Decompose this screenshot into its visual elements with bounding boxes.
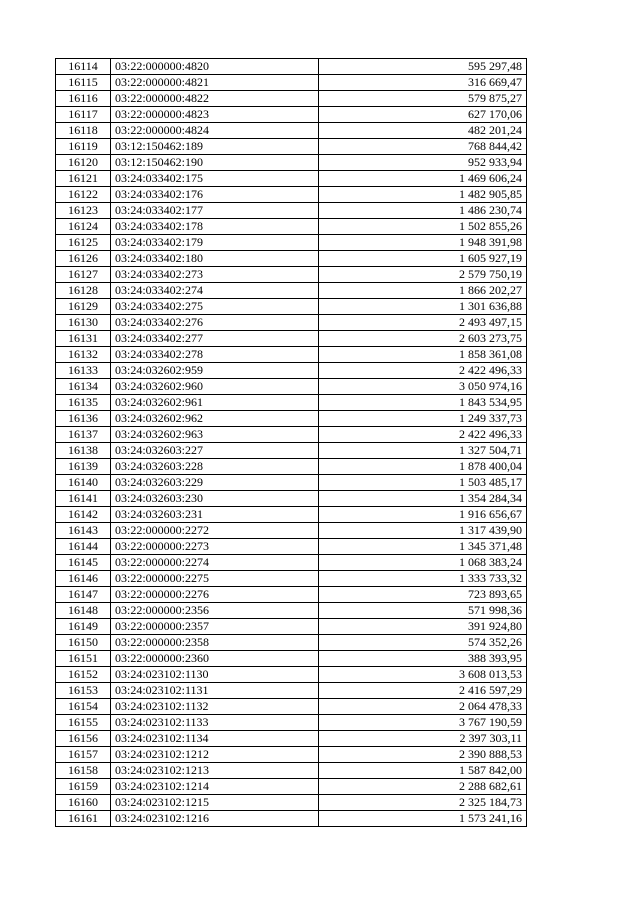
row-number-cell: 16144	[56, 539, 111, 555]
table-row	[56, 747, 527, 763]
cadastral-value-cell: 3 767 190,59	[319, 715, 527, 731]
table-row	[56, 555, 527, 571]
row-number-cell: 16153	[56, 683, 111, 699]
table-row	[56, 603, 527, 619]
table-row	[56, 59, 527, 75]
row-number-cell: 16116	[56, 91, 111, 107]
cadastral-number-cell: 03:22:000000:2275	[111, 571, 319, 587]
row-number-cell: 16130	[56, 315, 111, 331]
cadastral-number-cell: 03:22:000000:2360	[111, 651, 319, 667]
table-row	[56, 443, 527, 459]
cadastral-number-cell: 03:22:000000:4820	[111, 59, 319, 75]
cadastral-value-cell: 482 201,24	[319, 123, 527, 139]
row-number-cell: 16151	[56, 651, 111, 667]
cadastral-number-cell: 03:24:032603:228	[111, 459, 319, 475]
row-number-cell: 16117	[56, 107, 111, 123]
cadastral-number-cell: 03:24:032603:229	[111, 475, 319, 491]
cadastral-value-cell: 391 924,80	[319, 619, 527, 635]
row-number-cell: 16155	[56, 715, 111, 731]
cadastral-value-cell: 768 844,42	[319, 139, 527, 155]
cadastral-value-cell: 388 393,95	[319, 651, 527, 667]
table-row	[56, 587, 527, 603]
row-number-cell: 16121	[56, 171, 111, 187]
table-row	[56, 459, 527, 475]
cadastral-number-cell: 03:24:032602:961	[111, 395, 319, 411]
table-row	[56, 539, 527, 555]
row-number-cell: 16124	[56, 219, 111, 235]
cadastral-number-cell: 03:24:033402:273	[111, 267, 319, 283]
cadastral-value-cell: 1 587 842,00	[319, 763, 527, 779]
table-row	[56, 507, 527, 523]
row-number-cell: 16149	[56, 619, 111, 635]
cadastral-number-cell: 03:24:033402:179	[111, 235, 319, 251]
cadastral-value-cell: 1 502 855,26	[319, 219, 527, 235]
cadastral-value-cell: 1 482 905,85	[319, 187, 527, 203]
row-number-cell: 16120	[56, 155, 111, 171]
cadastral-value-cell: 1 858 361,08	[319, 347, 527, 363]
cadastral-number-cell: 03:24:033402:177	[111, 203, 319, 219]
row-number-cell: 16122	[56, 187, 111, 203]
cadastral-value-cell: 1 327 504,71	[319, 443, 527, 459]
row-number-cell: 16129	[56, 299, 111, 315]
table-row	[56, 651, 527, 667]
cadastral-number-cell: 03:24:032602:960	[111, 379, 319, 395]
cadastral-number-cell: 03:24:023102:1215	[111, 795, 319, 811]
row-number-cell: 16140	[56, 475, 111, 491]
row-number-cell: 16141	[56, 491, 111, 507]
cadastral-value-cell: 1 333 733,32	[319, 571, 527, 587]
cadastral-value-cell: 2 064 478,33	[319, 699, 527, 715]
table-row	[56, 283, 527, 299]
cadastral-value-table	[55, 58, 527, 827]
cadastral-number-cell: 03:24:033402:176	[111, 187, 319, 203]
table-row	[56, 475, 527, 491]
table-row	[56, 795, 527, 811]
table-row	[56, 779, 527, 795]
row-number-cell: 16134	[56, 379, 111, 395]
table-row	[56, 91, 527, 107]
table-row	[56, 411, 527, 427]
cadastral-value-cell: 2 493 497,15	[319, 315, 527, 331]
cadastral-value-cell: 1 948 391,98	[319, 235, 527, 251]
table-row	[56, 219, 527, 235]
table-row	[56, 667, 527, 683]
table-row	[56, 331, 527, 347]
row-number-cell: 16132	[56, 347, 111, 363]
cadastral-number-cell: 03:24:023102:1214	[111, 779, 319, 795]
cadastral-number-cell: 03:24:023102:1132	[111, 699, 319, 715]
table-body	[56, 59, 527, 827]
cadastral-number-cell: 03:22:000000:4824	[111, 123, 319, 139]
cadastral-number-cell: 03:24:023102:1133	[111, 715, 319, 731]
table-row	[56, 107, 527, 123]
cadastral-number-cell: 03:24:033402:276	[111, 315, 319, 331]
cadastral-value-cell: 1 843 534,95	[319, 395, 527, 411]
table-row	[56, 523, 527, 539]
cadastral-value-cell: 1 916 656,67	[319, 507, 527, 523]
cadastral-value-cell: 1 301 636,88	[319, 299, 527, 315]
cadastral-number-cell: 03:24:033402:178	[111, 219, 319, 235]
cadastral-value-cell: 1 317 439,90	[319, 523, 527, 539]
table-row	[56, 635, 527, 651]
row-number-cell: 16142	[56, 507, 111, 523]
table-row	[56, 715, 527, 731]
row-number-cell: 16128	[56, 283, 111, 299]
cadastral-value-cell: 2 325 184,73	[319, 795, 527, 811]
cadastral-number-cell: 03:24:032603:227	[111, 443, 319, 459]
table-row	[56, 347, 527, 363]
cadastral-value-cell: 574 352,26	[319, 635, 527, 651]
cadastral-number-cell: 03:24:032602:959	[111, 363, 319, 379]
cadastral-number-cell: 03:24:032603:231	[111, 507, 319, 523]
cadastral-number-cell: 03:24:033402:277	[111, 331, 319, 347]
row-number-cell: 16125	[56, 235, 111, 251]
row-number-cell: 16139	[56, 459, 111, 475]
row-number-cell: 16135	[56, 395, 111, 411]
cadastral-number-cell: 03:22:000000:4823	[111, 107, 319, 123]
table-row	[56, 731, 527, 747]
cadastral-number-cell: 03:24:033402:274	[111, 283, 319, 299]
row-number-cell: 16114	[56, 59, 111, 75]
row-number-cell: 16145	[56, 555, 111, 571]
cadastral-number-cell: 03:22:000000:4821	[111, 75, 319, 91]
table-row	[56, 811, 527, 827]
row-number-cell: 16156	[56, 731, 111, 747]
row-number-cell: 16131	[56, 331, 111, 347]
cadastral-number-cell: 03:24:032602:962	[111, 411, 319, 427]
cadastral-value-cell: 316 669,47	[319, 75, 527, 91]
cadastral-value-cell: 1 866 202,27	[319, 283, 527, 299]
row-number-cell: 16126	[56, 251, 111, 267]
cadastral-number-cell: 03:22:000000:2356	[111, 603, 319, 619]
cadastral-value-cell: 1 503 485,17	[319, 475, 527, 491]
cadastral-number-cell: 03:22:000000:2357	[111, 619, 319, 635]
cadastral-number-cell: 03:24:023102:1212	[111, 747, 319, 763]
row-number-cell: 16159	[56, 779, 111, 795]
row-number-cell: 16161	[56, 811, 111, 827]
cadastral-value-cell: 1 249 337,73	[319, 411, 527, 427]
table-row	[56, 203, 527, 219]
cadastral-value-cell: 579 875,27	[319, 91, 527, 107]
cadastral-value-cell: 1 486 230,74	[319, 203, 527, 219]
row-number-cell: 16147	[56, 587, 111, 603]
row-number-cell: 16123	[56, 203, 111, 219]
cadastral-value-cell: 1 878 400,04	[319, 459, 527, 475]
cadastral-value-cell: 1 345 371,48	[319, 539, 527, 555]
table-row	[56, 763, 527, 779]
cadastral-value-cell: 1 068 383,24	[319, 555, 527, 571]
cadastral-number-cell: 03:22:000000:4822	[111, 91, 319, 107]
table-row	[56, 75, 527, 91]
row-number-cell: 16146	[56, 571, 111, 587]
cadastral-number-cell: 03:22:000000:2273	[111, 539, 319, 555]
table-row	[56, 699, 527, 715]
cadastral-value-cell: 595 297,48	[319, 59, 527, 75]
cadastral-value-cell: 2 390 888,53	[319, 747, 527, 763]
cadastral-number-cell: 03:24:023102:1134	[111, 731, 319, 747]
cadastral-number-cell: 03:24:023102:1216	[111, 811, 319, 827]
cadastral-number-cell: 03:24:033402:180	[111, 251, 319, 267]
cadastral-number-cell: 03:24:023102:1131	[111, 683, 319, 699]
cadastral-value-cell: 3 608 013,53	[319, 667, 527, 683]
cadastral-value-cell: 952 933,94	[319, 155, 527, 171]
cadastral-number-cell: 03:22:000000:2276	[111, 587, 319, 603]
cadastral-number-cell: 03:24:033402:175	[111, 171, 319, 187]
row-number-cell: 16158	[56, 763, 111, 779]
row-number-cell: 16133	[56, 363, 111, 379]
table-row	[56, 123, 527, 139]
row-number-cell: 16154	[56, 699, 111, 715]
table-row	[56, 571, 527, 587]
cadastral-number-cell: 03:22:000000:2358	[111, 635, 319, 651]
row-number-cell: 16143	[56, 523, 111, 539]
row-number-cell: 16152	[56, 667, 111, 683]
cadastral-number-cell: 03:24:032603:230	[111, 491, 319, 507]
cadastral-number-cell: 03:22:000000:2272	[111, 523, 319, 539]
row-number-cell: 16137	[56, 427, 111, 443]
table-row	[56, 427, 527, 443]
cadastral-number-cell: 03:24:023102:1213	[111, 763, 319, 779]
cadastral-value-cell: 1 605 927,19	[319, 251, 527, 267]
cadastral-value-cell: 2 579 750,19	[319, 267, 527, 283]
cadastral-value-cell: 1 354 284,34	[319, 491, 527, 507]
cadastral-value-cell: 2 422 496,33	[319, 427, 527, 443]
cadastral-value-cell: 627 170,06	[319, 107, 527, 123]
table-row	[56, 267, 527, 283]
table-row	[56, 379, 527, 395]
row-number-cell: 16136	[56, 411, 111, 427]
table-row	[56, 139, 527, 155]
row-number-cell: 16157	[56, 747, 111, 763]
cadastral-number-cell: 03:12:150462:189	[111, 139, 319, 155]
cadastral-value-cell: 2 288 682,61	[319, 779, 527, 795]
table-row	[56, 315, 527, 331]
table-row	[56, 619, 527, 635]
row-number-cell: 16119	[56, 139, 111, 155]
row-number-cell: 16115	[56, 75, 111, 91]
cadastral-number-cell: 03:24:023102:1130	[111, 667, 319, 683]
cadastral-value-cell: 571 998,36	[319, 603, 527, 619]
table-row	[56, 363, 527, 379]
table-row	[56, 187, 527, 203]
row-number-cell: 16127	[56, 267, 111, 283]
cadastral-number-cell: 03:24:033402:278	[111, 347, 319, 363]
cadastral-number-cell: 03:24:032602:963	[111, 427, 319, 443]
table-row	[56, 235, 527, 251]
cadastral-value-cell: 1 573 241,16	[319, 811, 527, 827]
cadastral-value-cell: 2 603 273,75	[319, 331, 527, 347]
cadastral-value-cell: 2 422 496,33	[319, 363, 527, 379]
table-row	[56, 395, 527, 411]
cadastral-value-cell: 2 397 303,11	[319, 731, 527, 747]
cadastral-value-cell: 1 469 606,24	[319, 171, 527, 187]
row-number-cell: 16160	[56, 795, 111, 811]
row-number-cell: 16118	[56, 123, 111, 139]
cadastral-value-cell: 3 050 974,16	[319, 379, 527, 395]
table-row	[56, 251, 527, 267]
table-row	[56, 683, 527, 699]
row-number-cell: 16150	[56, 635, 111, 651]
cadastral-number-cell: 03:24:033402:275	[111, 299, 319, 315]
table-row	[56, 299, 527, 315]
cadastral-number-cell: 03:22:000000:2274	[111, 555, 319, 571]
cadastral-number-cell: 03:12:150462:190	[111, 155, 319, 171]
cadastral-value-cell: 2 416 597,29	[319, 683, 527, 699]
table-row	[56, 171, 527, 187]
table-row	[56, 155, 527, 171]
table-row	[56, 491, 527, 507]
cadastral-value-cell: 723 893,65	[319, 587, 527, 603]
row-number-cell: 16148	[56, 603, 111, 619]
row-number-cell: 16138	[56, 443, 111, 459]
